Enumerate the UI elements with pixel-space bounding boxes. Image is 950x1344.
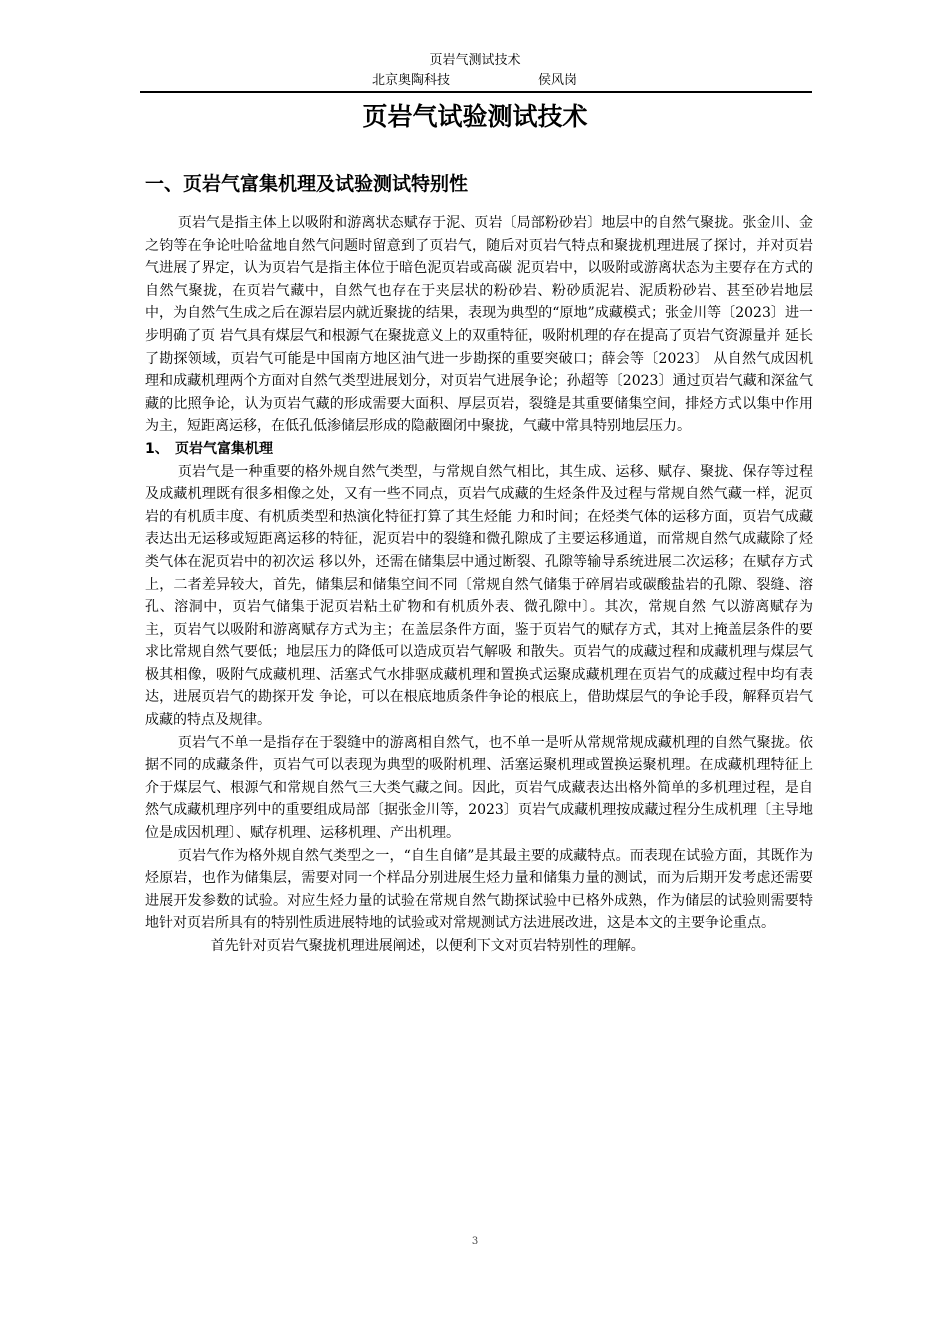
body-paragraph: 首先针对页岩气聚拢机理进展阐述，以便利下文对页岩特别性的理解。	[210, 938, 645, 954]
body-paragraph: 页岩气作为格外规自然气类型之一，“自生自储”是其最主要的成藏特点。而表现在试验方面，其既作为烃原岩，也作为储集层，需要对同一个样品分别进展生烃力量和储集力量的测试，而为后期开发考虑还需要进展开发参数的试验。对应生烃力量的试验在常规自然气勘探试验中已格外成熟，作为储层的试验则需要特地针对页岩所具有的特别性质进展特地的试验或对常规测试方法进展改进，这是本文的主要争论重点。	[145, 847, 813, 932]
body-paragraph: 页岩气是一种重要的格外规自然气类型，与常规自然气相比，其生成、运移、赋存、聚拢、保存等过程及成藏机理既有很多相像之处，又有一些不同点，页岩气成藏的生烃条件及过程与常规自然气藏一样，泥页岩的有机质丰度、有机质类型和热演化特征打算了其生烃能 力和时间；在烃类气体的运移方面，页岩气成藏表达出无运移或短距离运移的特征，泥页岩中的裂缝和微孔隙成了主要运移通道，而常规自然气成藏除了烃类气体在泥页岩中的初次运 移以外，还需在储集层中通过断裂、孔隙等输导系统进展二次运移；在赋存方式上，二者差异较大，首先，储集层和储集空间不同〔常规自然气储集于碎屑岩或碳酸盐岩的孔隙、裂缝、溶孔、溶洞中，页岩气储集于泥页岩粘土矿物和有机质外表、微孔隙中〕。其次，常规自然 气以游离赋存为主，页岩气以吸附和游离赋存方式为主；在盖层条件方面，鉴于页岩气的赋存方式，其对上掩盖层条件的要求比常规自然气要低；地层压力的降低可以造成页岩气解吸 和散失。页岩气的成藏过程和成藏机理与煤层气极其相像，吸附气成藏机理、活塞式气水排驱成藏机理和置换式运聚成藏机理在页岩气的成藏过程中均有表达，进展页岩气的勘探开发 争论，可以在根底地质条件争论的根底上，借助煤层气的争论手段，解释页岩气成藏的特点及规律。	[145, 463, 813, 729]
body-paragraph: 页岩气不单一是指存在于裂缝中的游离相自然气，也不单一是听从常规常规成藏机理的自然气聚拢。依据不同的成藏条件，页岩气可以表现为典型的吸附机理、活塞运聚机理或置换运聚机理。在成藏机理特征上介于煤层气、根源气和常规自然气三大类气藏之间。因此，页岩气成藏表达出格外简单的多机理过程，是自然气成藏机理序列中的重要组成局部〔据张金川等，2023〕页岩气成藏机理按成藏过程分生成机理〔主导地位是成因机理〕、赋存机理、运移机理、产出机理。	[145, 734, 813, 842]
header-divider	[140, 91, 812, 93]
section-heading: 一、页岩气富集机理及试验测试特别性	[145, 173, 469, 195]
document-title: 页岩气试验测试技术	[362, 102, 588, 131]
header-organization: 北京奥陶科技	[372, 73, 451, 88]
document-body	[145, 212, 813, 958]
intro-paragraph: 页岩气是指主体上以吸附和游离状态赋存于泥、页岩〔局部粉砂岩〕地层中的自然气聚拢。张金川、金之钧等在争论吐哈盆地自然气问题时留意到了页岩气，随后对页岩气特点和聚拢机理进展了探讨，并对页岩气进展了界定，认为页岩气是指主体位于暗色泥页岩或高碳 泥页岩中，以吸附或游离状态为主要存在方式的自然气聚拢，在页岩气藏中，自然气也存在于夹层状的粉砂岩、粉砂质泥岩、泥质粉砂岩、甚至砂岩地层中，为自然气生成之后在源岩层内就近聚拢的结果，表现为典型的“原地”成藏模式；张金川等〔2023〕进一步明确了页 岩气具有煤层气和根源气在聚拢意义上的双重特征，吸附机理的存在提高了页岩气资源量并 延长了勘探领域，页岩气可能是中国南方地区油气进一步勘探的重要突破口；薛会等〔2023〕 从自然气成因机理和成藏机理两个方面对自然气类型进展划分，对页岩气进展争论；孙超等〔2023〕通过页岩气藏和深盆气藏的比照争论，认为页岩气藏的形成需要大面积、厚层页岩，裂缝是其重要储集空间，排烃方式以集中作用为主，短距离运移，在低孔低渗储层形成的隐蔽圈闭中聚拢，气藏中常具特别地层压力。	[145, 215, 813, 435]
running-header-byline	[0, 72, 950, 90]
header-author: 侯风岗	[538, 73, 578, 88]
subsection-title: 页岩气富集机理	[175, 440, 273, 457]
page-number: 3	[471, 1236, 479, 1247]
subsection-number: 1、	[145, 440, 169, 457]
subsection-heading	[145, 438, 813, 461]
running-header-title: 页岩气测试技术	[429, 53, 521, 68]
